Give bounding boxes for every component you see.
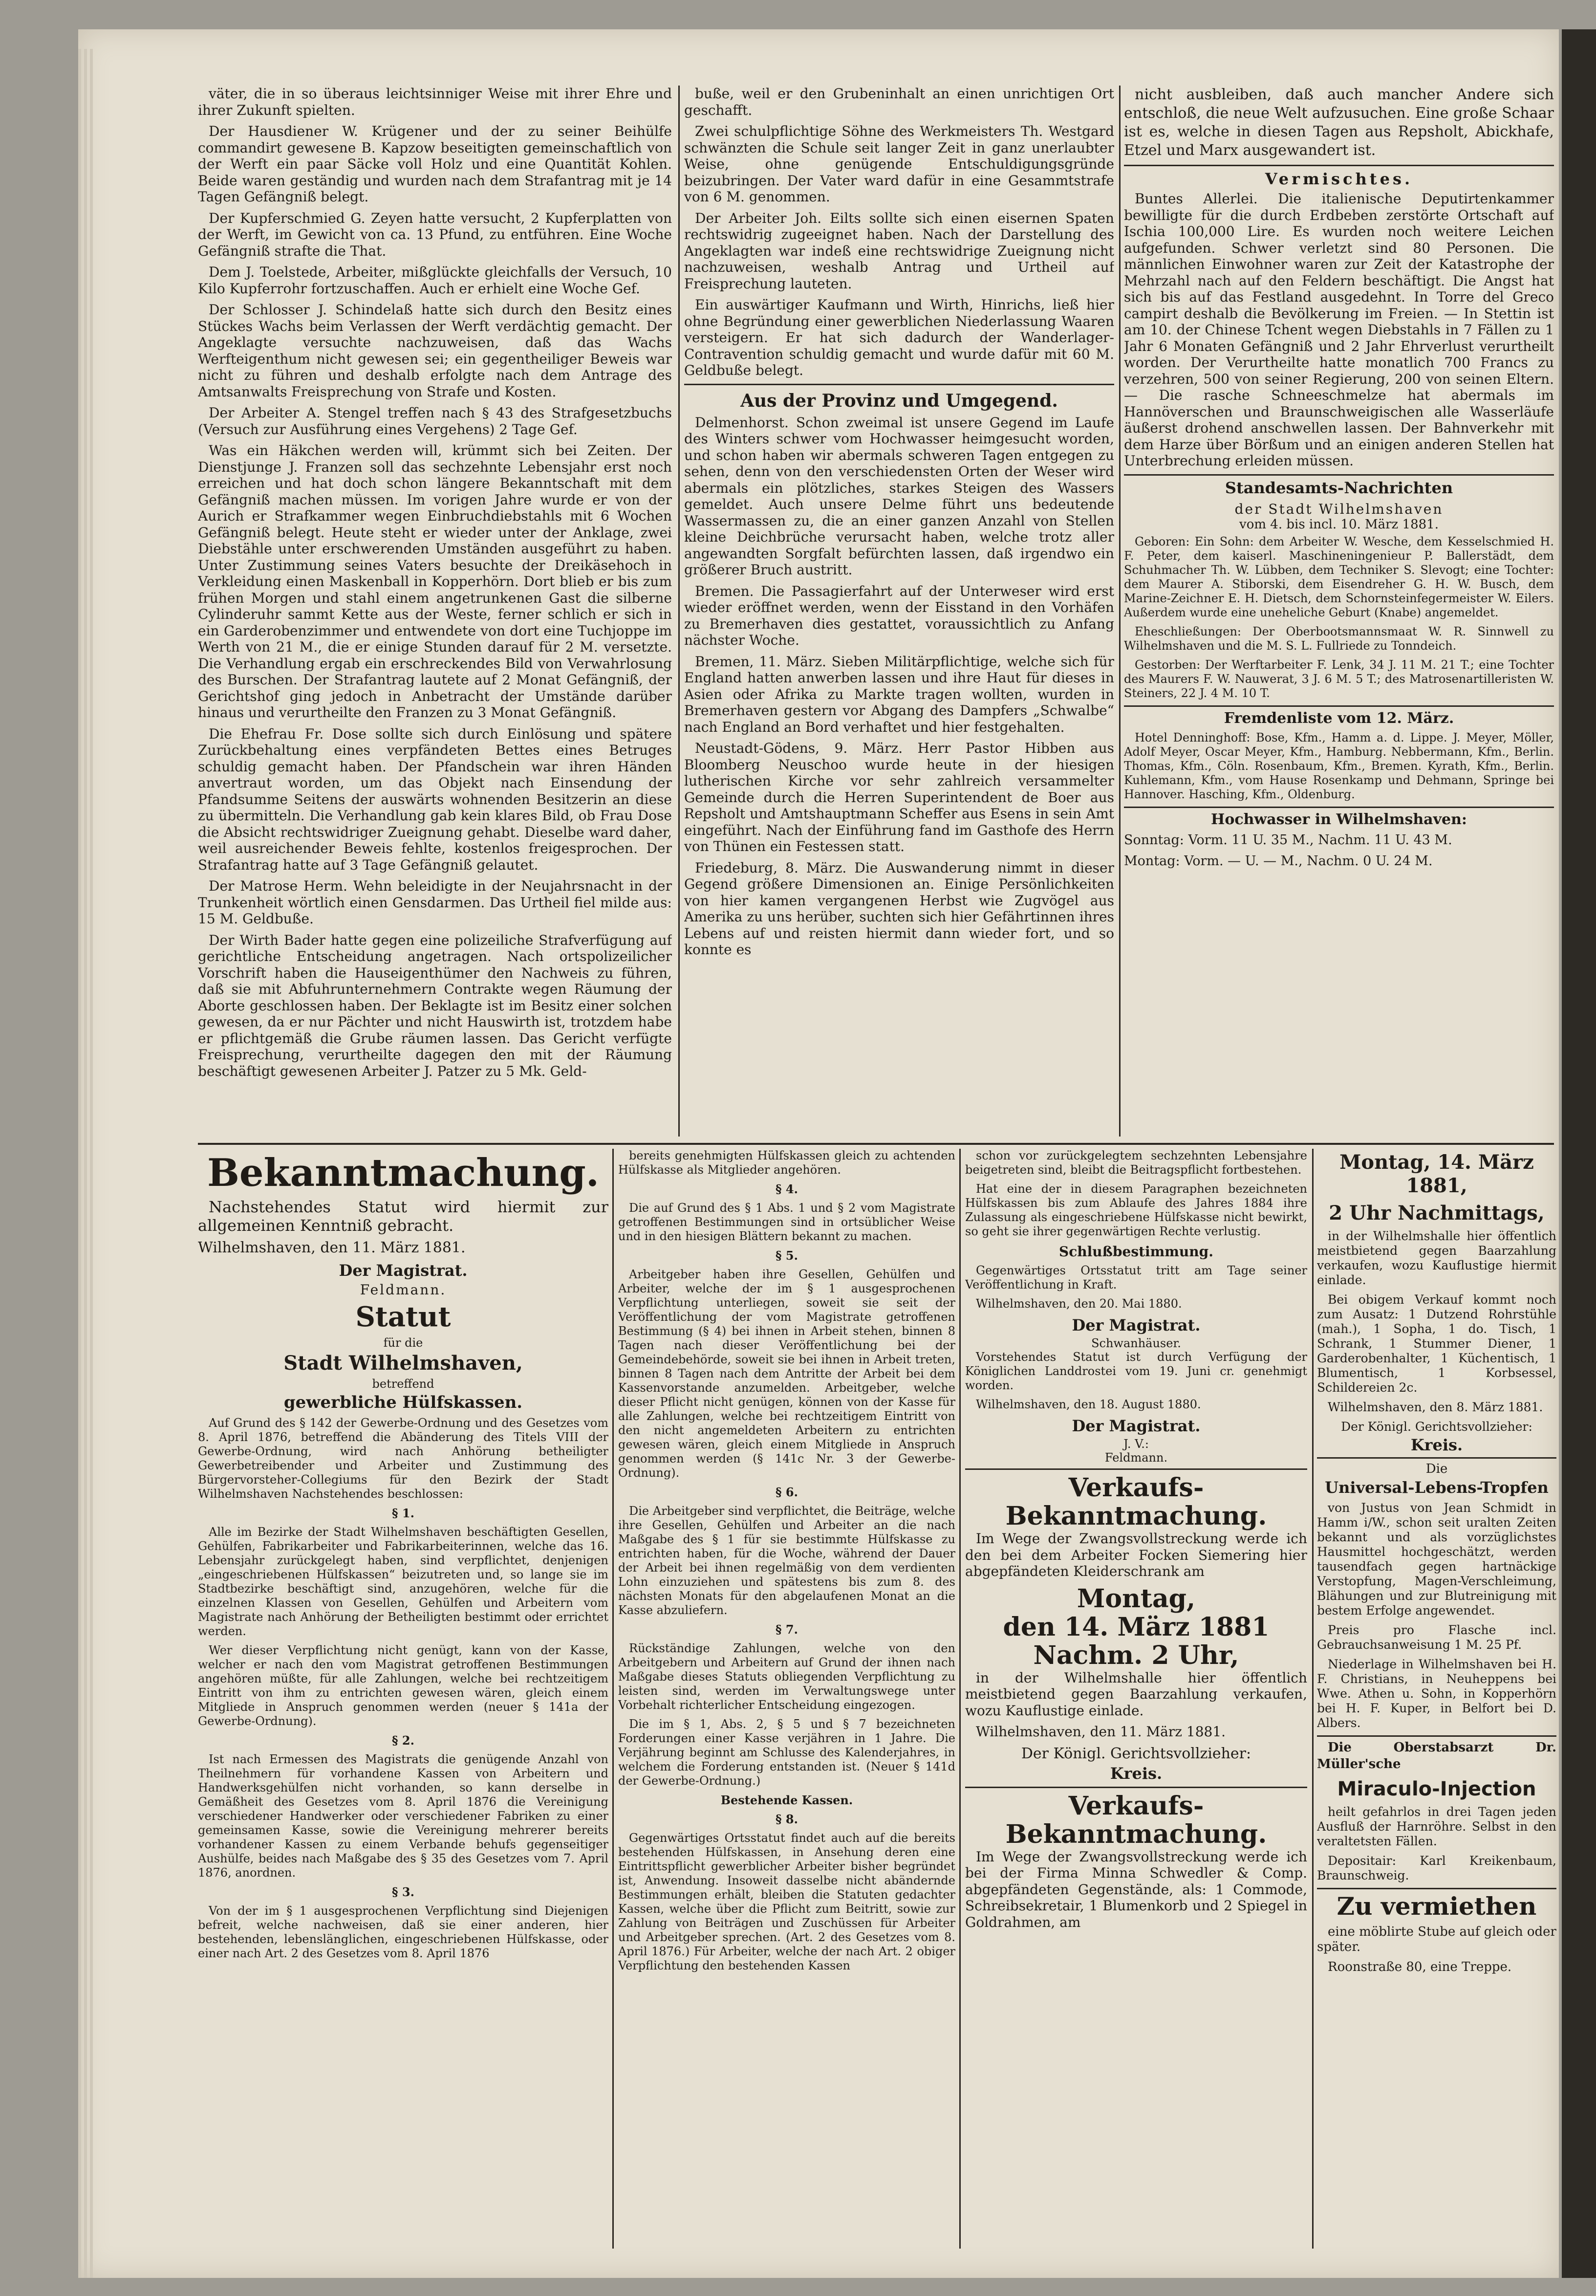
statut-title: Statut xyxy=(355,1300,451,1333)
fremdenliste-text: Hotel Denninghoff: Bose, Kfm., Hamm a. d. Lippe. J. Meyer, Möller, Adolf Meyer, Oscar Meyer, Kfm., Hamburg. Nebbermann, Kfm., Berlin. Thomas, Kfm., Cöln. Rosenbaum, Kfm., Bremen. Kyrath, Kfm., Berlin. Kuhlemann, Kfm., vom Hause Rosenkamp und Dehmann, Springe bei Hannover. Hasching, Kfm., Oldenburg. xyxy=(1124,730,1554,801)
bekanntmachung-date: Wilhelmshaven, den 11. März 1881. xyxy=(198,1239,466,1256)
paragraph-heading: § 4. xyxy=(776,1182,798,1196)
section-rule xyxy=(1124,705,1554,707)
hochwasser-title: Hochwasser in Wilhelmshaven: xyxy=(1210,810,1467,828)
paragraph-heading: § 6. xyxy=(776,1485,798,1499)
statut-subject: gewerbliche Hülfskassen. xyxy=(283,1392,523,1412)
standesamt-title: Standesamts-Nachrichten xyxy=(1225,478,1453,497)
injection-depot: Depositair: Karl Kreikenbaum, Braunschweig. xyxy=(1317,1854,1556,1882)
column-rule xyxy=(1119,86,1121,1137)
standesamt-married: Eheschließungen: Der Oberbootsmannsmaat W. R. Sinnwell zu Wilhelmshaven und die M. S. L. Fullriede zu Tonndeich. xyxy=(1124,624,1554,653)
signature-magistrat-2: Der Magistrat. xyxy=(1072,1417,1201,1435)
verkauf-1-signer: Der Königl. Gerichtsvollzieher: xyxy=(1021,1745,1251,1762)
provinz-paragraph: Bremen. Die Passagierfahrt auf der Unterweser wird erst wieder eröffnet werden, wenn der Eisstand in den Vorhäfen zu Bremerhaven dies gestattet, voraussichtlich zu Anfang nächster Woche. xyxy=(684,583,1114,648)
section-rule xyxy=(965,1787,1307,1788)
section-rule xyxy=(684,384,1114,385)
approval-text: Vorstehendes Statut ist durch Verfügung der Königlichen Landdrostei vom 19. Juni cr. genehmigt worden. xyxy=(965,1350,1307,1392)
standesamt-born: Geboren: Ein Sohn: dem Arbeiter W. Wesche, dem Kesselschmied H. F. Peter, dem kaiserl. Maschineningenieur P. Ballerstädt, dem Schuhmacher Th. W. Lübben, dem Techniker S. Slevogt; eine Tochter: dem Maurer A. Stiborski, dem Eisendreher G. H. W. Busch, dem Marine-Zeichner E. H. Dietsch, dem Schornsteinfegermeister W. Eilers. Außerdem wurde eine uneheliche Geburt (Knabe) angemeldet. xyxy=(1124,534,1554,619)
paragraph-heading: § 3. xyxy=(392,1884,414,1899)
tropfen-title: Universal-Lebens-Tropfen xyxy=(1325,1478,1549,1497)
bottom-column-4 xyxy=(1317,1149,1556,2253)
signature-magistrat-1: Der Magistrat. xyxy=(1072,1316,1201,1334)
section-rule xyxy=(1317,1735,1556,1737)
section-rule xyxy=(1317,1888,1556,1889)
top-column-3 xyxy=(1124,86,1554,1141)
statut-paragraph: Wer dieser Verpflichtung nicht genügt, kann von der Kasse, welcher er nach den vom Magistrat getroffenen Bestimmungen angehören müßte, für alle Zahlungen, welche bei rechtzeitigem Eintritt von ihm zu entrichten gewesen wären, gleich einem Mitgliede in Anspruch genommen werden (neuer § 141a der Gewerbe-Ordnung). xyxy=(198,1643,608,1728)
paragraph-heading: Bestehende Kassen. xyxy=(720,1793,853,1807)
article-paragraph: Zwei schulpflichtige Söhne des Werkmeisters Th. Westgard schwänzten die Schule seit langer Zeit in ganz unerlaubter Weise, ohne genügende Entschuldigungsgründe beizubringen. Der Vater ward dafür in eine Gesammtstrafe von 6 M. genommen. xyxy=(684,123,1114,205)
signature-magistrat: Der Magistrat. xyxy=(339,1261,468,1280)
provinz-paragraph: Neustadt-Gödens, 9. März. Herr Pastor Hibben aus Bloomberg Neuschoo wurde heute in der hiesigen lutherischen Kirche vor sehr zahlreich versammelter Gemeinde durch die Herren Superintendent de Boer aus Repsholt und Amtshauptmann Scheffer aus Esens in sein Amt eingeführt. Nach der Einführung fand im Gasthofe des Herrn von Thünen ein Festessen statt. xyxy=(684,740,1114,854)
paragraph-heading: § 7. xyxy=(776,1622,798,1637)
statut-betreffend: betreffend xyxy=(372,1377,434,1391)
tropfen-niederlage: Niederlage in Wilhelmshaven bei H. F. Christians, in Neuheppens bei Wwe. Athen u. Sohn, in Kopperhörn bei H. F. Kuper, in Belfort bei D. Albers. xyxy=(1317,1657,1556,1730)
provinz-paragraph: Friedeburg, 8. März. Die Auswanderung nimmt in dieser Gegend größere Dimensionen an. Einige Persönlichkeiten von hier kamen vergangenen Herbst wie Zugvögel aus Amerika zu uns herüber, suchten sich hier Gefährtinnen ihres Lebens auf und reisten hiermit dann wieder fort, und so konnte es xyxy=(684,859,1114,958)
section-heading-provinz: Aus der Provinz und Umgegend. xyxy=(740,390,1058,411)
page-edge xyxy=(84,49,87,2278)
provinz-paragraph: Bremen, 11. März. Sieben Militärpflichtige, welche sich für England hatten anwerben lassen und ihre Haut für dieses in Asien oder Afrika zu Markte tragen wollten, wurden in Bremerhaven gestern vor Abgang des Dampfers „Schwalbe“ nach England an Bord verhaftet und hier festgehalten. xyxy=(684,653,1114,735)
statut-paragraph: Rückständige Zahlungen, welche von den Arbeitgebern und Arbeitern auf Grund der ihnen nach Maßgabe dieses Statuts obliegenden Verpflichtung zu leisten sind, werden im Verwaltungswege unter Vorbehalt richterlicher Entscheidung eingezogen. xyxy=(618,1641,955,1712)
section-rule xyxy=(1124,165,1554,166)
schlussbestimmung-text: Gegenwärtiges Ortsstatut tritt am Tage seiner Veröffentlichung in Kraft. xyxy=(965,1264,1307,1291)
paragraph-heading: § 2. xyxy=(392,1733,414,1748)
verkauf-2-text: Im Wege der Zwangsvollstreckung werde ich bei der Firma Minna Schwedler & Comp. abgepfändeten Gegenstände, als: 1 Commode, Schreibsekretair, 1 Blumenkorb und 2 Spiegel in Goldrahmen, am xyxy=(965,1848,1307,1930)
auction-place: Wilhelmshaven, den 8. März 1881. xyxy=(1328,1400,1543,1414)
statut-paragraph: schon vor zurückgelegtem sechzehnten Lebensjahre beigetreten sind, bleibt die Beitragspflicht fortbestehen. xyxy=(965,1149,1307,1177)
statut-paragraph: Von der im § 1 ausgesprochenen Verpflichtung sind Diejenigen befreit, welche nachweisen, daß sie einer anderen, hier bestehenden, lebenslänglichen, eingeschriebenen Hülfskasse, oder einer nach Art. 2 des Gesetzes vom 8. April 1876 xyxy=(198,1903,608,1960)
bekanntmachung-intro: Nachstehendes Statut wird hiermit zur allgemeinen Kenntniß gebracht. xyxy=(198,1198,608,1235)
schlussbestimmung-heading: Schlußbestimmung. xyxy=(1059,1244,1213,1260)
section-rule xyxy=(1124,807,1554,808)
vermiethen-text: eine möblirte Stube auf gleich oder später. xyxy=(1317,1924,1556,1954)
statut-paragraph: Die im § 1, Abs. 2, § 5 und § 7 bezeichneten Forderungen einer Kasse verjähren in 1 Jahre. Die Verjährung beginnt am Schlusse des Kalenderjahres, in welchem die Forderung entstanden ist. (Neuer § 141d der Gewerbe-Ordnung.) xyxy=(618,1717,955,1788)
article-paragraph: Der Hausdiener W. Krügener und der zu seiner Beihülfe commandirt gewesene B. Kapzow beseitigten gemeinschaftlich von der Werft ein paar Säcke voll Holz und eine Quantität Kohlen. Beide waren geständig und wurden nach dem Strafantrag mit je 14 Tagen Gefängniß belegt. xyxy=(198,123,672,205)
horizontal-divider xyxy=(198,1143,1554,1145)
statut-paragraph: Arbeitgeber haben ihre Gesellen, Gehülfen und Arbeiter, welche der im § 1 ausgesprochenen Verpflichtung unterliegen, soweit sie seit der Veröffentlichung der vom Magistrate getroffenen Bestimmung (§ 4) bei ihnen in Arbeit stehen, binnen 8 Tagen nach dieser Veröffentlichung bei der Gemeindebehörde, soweit sie bei ihnen in Arbeit treten, binnen 8 Tagen nach dem Antritte der Arbeit bei dem Kassenvorstande anzumelden. Arbeitgeber, welche dieser Pflicht nicht genügen, können von der Kasse für alle Zahlungen, welche bei rechtzeitigem Eintritt von den nicht angemeldeten Arbeitern zu entrichten gewesen wären, gleich einem Mitgliede in Anspruch genommen werden (§ 141c Nr. 3 der Gewerbe-Ordnung). xyxy=(618,1268,955,1480)
auction-text: in der Wilhelmshalle hier öffentlich meistbietend gegen Baarzahlung verkaufen, wozu Kauflustige hiermit einlade. xyxy=(1317,1229,1556,1287)
article-continuation: nicht ausbleiben, daß auch mancher Andere sich entschloß, die neue Welt aufzusuchen. Eine große Schaar ist es, welche in diesen Tagen aus Repsholt, Abickhafe, Etzel und Marx ausgewandert ist. xyxy=(1124,86,1554,159)
provinz-paragraph: Delmenhorst. Schon zweimal ist unsere Gegend im Laufe des Winters schwer vom Hochwasser heimgesucht worden, und schon haben wir abermals schweren Tagen entgegen zu sehen, denn von den verschiedensten Orten der Weser wird abermals ein plötzliches, starkes Steigen des Wassers gemeldet. Auch unsere Delme führt uns bedeutende Wassermassen zu, die an einer ganzen Anzahl von Stellen kleine Deichbrüche verursacht haben, welche trotz aller angewandten Sorgfalt befürchten lassen, daß irgendwo ein größerer Bruch austritt. xyxy=(684,414,1114,578)
statut-stadt: Stadt Wilhelmshaven, xyxy=(283,1351,523,1375)
statut-paragraph: Die Arbeitgeber sind verpflichtet, die Beiträge, welche ihre Gesellen, Gehülfen und Arbeiter an die nach Maßgabe des § 1 für sie bestimmte Hülfskasse zu entrichten haben, für die Woche, während der Dauer der Arbeit bei ihnen regelmäßig von dem verdienten Lohn einzuziehen und spätestens bis zum 8. des nächsten Monats für den abgelaufenen Monat an die Kasse abzuliefern. xyxy=(618,1504,955,1617)
bottom-column-2 xyxy=(618,1149,955,2253)
statut-paragraph: Alle im Bezirke der Stadt Wilhelmshaven beschäftigten Gesellen, Gehülfen, Fabrikarbeiter und Fabrikarbeiterinnen, welche das 16. Lebensjahr zurückgelegt haben, sind verpflichtet, denjenigen „eingeschriebenen Hülfskassen“ beizutreten und, so lange sie im Stadtbezirke beschäftigt sind, anzugehören, welche für die einzelnen Klassen von Gesellen, Gehülfen und Arbeitern vom Magistrate nach Anhörung der Betheiligten bestimmt oder errichtet werden. xyxy=(198,1525,608,1638)
fremdenliste-title: Fremdenliste vom 12. März. xyxy=(1224,709,1454,727)
column-rule xyxy=(959,1149,961,2249)
article-paragraph: Der Matrose Herm. Wehn beleidigte in der Neujahrsnacht in der Trunkenheit wörtlich einen Gensdarmen. Das Urtheil fiel milde aus: 15 M. Geldbuße. xyxy=(198,878,672,927)
signature-name: Feldmann. xyxy=(360,1281,447,1298)
statut-paragraph: bereits genehmigten Hülfskassen gleich zu achtenden Hülfskasse als Mitglieder angehören. xyxy=(618,1149,955,1177)
newspaper-page xyxy=(78,29,1559,2278)
verkauf-2-title-2: Bekanntmachung. xyxy=(1005,1819,1267,1849)
article-paragraph: Der Arbeiter Joh. Eilts sollte sich einen eisernen Spaten rechtswidrig zugeeignet haben. Nach der Darstellung des Angeklagten war indeß eine rechtswidrige Zueignung nicht nachzuweisen, weshalb Antrag und Urtheil auf Freisprechung lauteten. xyxy=(684,210,1114,292)
article-paragraph: Die Ehefrau Fr. Dose sollte sich durch Einlösung und spätere Zurückbehaltung eines verpfändeten Bettes eines Betruges schuldig gemacht haben. Der Pfandschein war ihren Händen anvertraut worden, um das Objekt nach Einsendung der Pfandsumme Seitens der auswärts wohnenden Besitzerin an diese zu übermitteln. Die Verhandlung gab kein klares Bild, ob Frau Dose die Absicht rechtswidriger Zueignung gehabt. Dieselbe ward daher, weil ausreichender Beweis fehlte, kostenlos freigesprochen. Der Strafantrag hatte auf 3 Tage Gefängniß gelautet. xyxy=(198,725,672,873)
verkauf-1-text: Im Wege der Zwangsvollstreckung werde ich den bei dem Arbeiter Focken Siemering hier abgepfändeten Kleiderschrank am xyxy=(965,1531,1307,1579)
section-rule xyxy=(965,1468,1307,1470)
statut-paragraph: Gegenwärtiges Ortsstatut findet auch auf die bereits bestehenden Hülfskassen, in Ansehung deren eine Eintrittspflicht gewerblicher Arbeiter bisher begründet ist, Anwendung. Insoweit dasselbe nicht abändernde Bestimmungen erhält, bleiben die Statuten gedachter Kassen, welche über die Pflicht zum Beitritt, sowie zur Zahlung von Beiträgen und Zuschüssen für Arbeiter und Arbeitgeber sprechen. (Art. 2 des Gesetzes vom 8. April 1876.) Für Arbeiter, welche der nach Art. 2 obiger Verpflichtung den bestehenden Kassen xyxy=(618,1831,955,1972)
article-paragraph: väter, die in so überaus leichtsinniger Weise mit ihrer Ehre und ihrer Zukunft spielten. xyxy=(198,86,672,118)
statut-fuer: für die xyxy=(383,1335,423,1350)
auction-signer: Der Königl. Gerichtsvollzieher: xyxy=(1341,1420,1532,1434)
statut-paragraph: Die auf Grund des § 1 Abs. 1 und § 2 vom Magistrate getroffenen Bestimmungen sind in ortsüblicher Weise und in den hiesigen Blättern bekannt zu machen. xyxy=(618,1201,955,1243)
date-2: Wilhelmshaven, den 18. August 1880. xyxy=(976,1398,1201,1411)
signature-name-1: Schwanhäuser. xyxy=(1091,1336,1181,1350)
paragraph-heading: § 8. xyxy=(776,1812,798,1826)
verkauf-1-signer-name: Kreis. xyxy=(1110,1764,1163,1783)
statut-paragraph: Auf Grund des § 142 der Gewerbe-Ordnung und des Gesetzes vom 8. April 1876, betreffend die Abänderung des Titels VIII der Gewerbe-Ordnung, wird nach Anhörung betheiligter Gewerbetreibender und Arbeiter und Zustimmung des Bürgervorsteher-Collegiums für den Bezirk der Stadt Wilhelmshaven Nachstehendes beschlossen: xyxy=(198,1416,608,1501)
section-heading-vermischtes: Vermischtes. xyxy=(1265,170,1413,188)
tropfen-text: von Justus von Jean Schmidt in Hamm i/W., schon seit uralten Zeiten bekannt und als vorzüglichstes Hausmittel hochgeschätzt, werden tausendfach gegen hartnäckige Verstopfung, Magen-Verschleimung, Blähungen und zur Blutreinigung mit bestem Erfolge angewendet. xyxy=(1317,1501,1556,1618)
verkauf-1-place: Wilhelmshaven, den 11. März 1881. xyxy=(976,1724,1226,1740)
auction-date: Montag, 14. März 1881, xyxy=(1339,1151,1534,1197)
verkauf-1-day: Montag, xyxy=(1077,1583,1196,1614)
injection-title: Miraculo-Injection xyxy=(1337,1778,1536,1800)
bottom-column-3 xyxy=(965,1149,1307,2253)
verkauf-1-title-1: Verkaufs- xyxy=(1068,1473,1204,1503)
auction-signer-name: Kreis. xyxy=(1410,1436,1463,1454)
page-edge xyxy=(90,49,93,2278)
book-spine xyxy=(1562,29,1596,2278)
signature-jv: J. V.: xyxy=(1123,1437,1149,1451)
paragraph-heading: § 1. xyxy=(392,1506,414,1520)
article-paragraph: Der Arbeiter A. Stengel treffen nach § 43 des Strafgesetzbuchs (Versuch zur Ausführung eines Vergehens) 2 Tage Gef. xyxy=(198,405,672,437)
top-column-1 xyxy=(198,86,672,1141)
verkauf-1-text-2: in der Wilhelmshalle hier öffentlich meistbietend gegen Baarzahlung verkaufen, wozu Kauflustige einlade. xyxy=(965,1669,1307,1719)
standesamt-died: Gestorben: Der Werftarbeiter F. Lenk, 34 J. 11 M. 21 T.; eine Tochter des Maurers F. W. Nauwerat, 3 J. 6 M. 5 T.; des Matrosenartilleristen W. Steiners, 22 J. 4 M. 10 T. xyxy=(1124,657,1554,700)
bottom-column-1 xyxy=(198,1149,608,2253)
auction-time: 2 Uhr Nachmittags, xyxy=(1329,1202,1545,1225)
column-rule xyxy=(612,1149,614,2249)
statut-paragraph: Ist nach Ermessen des Magistrats die genügende Anzahl von Theilnehmern für vorhandene Kassen von Arbeitern und Handwerksgehülfen nicht vorhanden, so kann derselbe in Gemäßheit des Gesetzes vom 8. April 1876 die Vereinigung verschiedener Handwerker oder verschiedener Fabriken zu einer gemeinsamen Kasse, sowie die Vereinigung mehrerer bereits vorhandener Kassen zu einem Verbande behufs gegenseitiger Aushülfe, beides nach Maßgabe des § 35 des Gesetzes vom 7. April 1876, anordnen. xyxy=(198,1752,608,1880)
hochwasser-line-2: Montag: Vorm. — U. — M., Nachm. 0 U. 24 M. xyxy=(1124,853,1433,869)
date-1: Wilhelmshaven, den 20. Mai 1880. xyxy=(976,1297,1182,1311)
article-paragraph: Was ein Häkchen werden will, krümmt sich bei Zeiten. Der Dienstjunge J. Franzen soll das sechzehnte Lebensjahr erst noch erreichen und hat doch schon längere Bekanntschaft mit dem Gefängniß machen müssen. Im vorigen Jahre wurde er von der Aurich er Strafkammer wegen Einbruchdiebstahls mit 6 Wochen Gefängniß belegt. Heute steht er wieder unter der Anklage, zwei Diebstähle unter erschwerenden Umständen ausgeführt zu haben. Unter Zustimmung seines Vaters besuchte der Dreikäsehoch in Verkleidung einen Maskenball in Kopperhörn. Dort blieb er bis zum frühen Morgen und stahl einem angetrunkenen Gast die silberne Cylinderuhr sammt Kette aus der Weste, ferner schlich er sich in ein Garderobenzimmer und entwendete von dort eine Tuchjoppe im Werth von 21 M., die er einige Stunden darauf für 2 M. versetzte. Die Verhandlung ergab ein erschreckendes Bild von Verwahrlosung des Burschen. Der Strafantrag lautete auf 2 Monat Gefängniß, der Gerichtshof ging jedoch in Anbetracht der Umstände darüber hinaus und verurtheilte den Franzen zu 3 Monat Gefängniß. xyxy=(198,442,672,721)
auction-items: Bei obigem Verkauf kommt noch zum Ausatz: 1 Dutzend Rohrstühle (mah.), 1 Sopha, 1 do. Tisch, 1 Schrank, 1 Stummer Diener, 1 Garderobenhalter, 1 Küchentisch, 1 Blumentisch, 1 Korbsessel, Schildereien 2c. xyxy=(1317,1292,1556,1395)
bekanntmachung-title: Bekanntmachung. xyxy=(207,1151,599,1195)
article-paragraph: buße, weil er den Grubeninhalt an einen unrichtigen Ort geschafft. xyxy=(684,86,1114,118)
tropfen-price: Preis pro Flasche incl. Gebrauchsanweisung 1 M. 25 Pf. xyxy=(1317,1623,1556,1652)
article-paragraph: Der Schlosser J. Schindelaß hatte sich durch den Besitz eines Stückes Wachs beim Verlassen der Werft verdächtig gemacht. Der Angeklagte versuchte nachzuweisen, daß das Wachs Werfteigenthum nicht gewesen sei; ein gegentheiliger Beweis war nicht zu führen und deshalb erfolgte nach dem Antrage des Amtsanwalts Freisprechung von Strafe und Kosten. xyxy=(198,302,672,400)
vermiethen-address: Roonstraße 80, eine Treppe. xyxy=(1328,1960,1512,1974)
article-paragraph: Ein auswärtiger Kaufmann und Wirth, Hinrichs, ließ hier ohne Begründung einer gewerblichen Niederlassung Waaren versteigern. Er hat sich dadurch der Wanderlager-Contravention schuldig gemacht und wurde dafür mit 60 M. Geldbuße belegt. xyxy=(684,297,1114,378)
standesamt-sub1: der Stadt Wilhelmshaven xyxy=(1234,501,1444,517)
injection-intro: Die Oberstabsarzt Dr. Müller'sche xyxy=(1317,1740,1556,1771)
article-paragraph: Dem J. Toelstede, Arbeiter, mißglückte gleichfalls der Versuch, 10 Kilo Kupferrohr fortzuschaffen. Auch er erhielt eine Woche Gef. xyxy=(198,264,672,297)
top-column-2 xyxy=(684,86,1114,1141)
statut-paragraph: Hat eine der in diesem Paragraphen bezeichneten Hülfskassen bis zum Ablaufe des Jahres 1884 ihre Zulassung als eingeschriebene Hülfskasse nicht bewirkt, so geht sie ihrer gegenwärtigen Rechte verlustig. xyxy=(965,1182,1307,1238)
article-paragraph: Der Kupferschmied G. Zeyen hatte versucht, 2 Kupferplatten von der Werft, im Gewicht von ca. 13 Pfund, zu entführen. Eine Woche Gefängniß strafte die That. xyxy=(198,210,672,259)
paragraph-heading: § 5. xyxy=(776,1248,798,1263)
section-rule xyxy=(1124,474,1554,476)
section-rule xyxy=(1317,1457,1556,1459)
tropfen-die: Die xyxy=(1425,1462,1448,1476)
verkauf-1-title-2: Bekanntmachung. xyxy=(1005,1501,1267,1531)
vermischtes-paragraph: Buntes Allerlei. Die italienische Deputirtenkammer bewilligte für die durch Erdbeben zerstörte Ortschaft auf Ischia 100,000 Lire. Es wurden noch weitere Leichen aufgefunden. Schwer verletzt sind 80 Personen. Die männlichen Einwohner waren zur Zeit der Katastrophe der Mehrzahl nach auf den Feldern beschäftigt. Die Angst hat sich bis auf das Festland ausgedehnt. In Torre del Greco campirt deshalb die Bevölkerung im Freien. — In Stettin ist am 10. der Chinese Tchent wegen Diebstahls in 7 Fällen zu 1 Jahr 6 Monaten Gefängniß und 2 Jahr Ehrverlust verurtheilt worden. Der Verurtheilte hatte monatlich 700 Francs zu verzehren, 500 von seiner Regierung, 200 von seinen Eltern. — Die rasche Schneeschmelze hat abermals im Hannöverschen und Braunschweigischen alle Wasserläufe äußerst drohend anschwellen lassen. Der Bahnverkehr mit dem Harze über Börßum und an einigen anderen Stellen hat Unterbrechung erleiden müssen. xyxy=(1124,191,1554,469)
column-rule xyxy=(678,86,680,1137)
verkauf-2-title-1: Verkaufs- xyxy=(1068,1791,1204,1821)
verkauf-1-time: Nachm. 2 Uhr, xyxy=(1033,1640,1239,1670)
standesamt-sub2: vom 4. bis incl. 10. März 1881. xyxy=(1239,517,1439,532)
hochwasser-line-1: Sonntag: Vorm. 11 U. 35 M., Nachm. 11 U. 43 M. xyxy=(1124,832,1452,848)
page-edge xyxy=(78,49,81,2278)
injection-text: heilt gefahrlos in drei Tagen jeden Ausfluß der Harnröhre. Selbst in den veraltetsten Fällen. xyxy=(1317,1805,1556,1848)
signature-name-2: Feldmann. xyxy=(1104,1451,1168,1465)
vermiethen-title: Zu vermiethen xyxy=(1337,1892,1537,1921)
verkauf-1-date: den 14. März 1881 xyxy=(1003,1612,1270,1642)
article-paragraph: Der Wirth Bader hatte gegen eine polizeiliche Strafverfügung auf gerichtliche Entscheidung angetragen. Nach ortspolizeilicher Vorschrift haben die Hauseigenthümer den Nachweis zu führen, daß sie mit Abfuhrunternehmern Contrakte wegen Räumung der Aborte geschlossen haben. Der Beklagte ist im Besitz einer solchen gewesen, da er nur Pächter und nicht Hauswirth ist, trotzdem habe er pflichtgemäß die Grube räumen lassen. Das Gericht verfügte Freisprechung, verurtheilte dagegen den mit der Räumung beschäftigt gewesenen Arbeiter J. Patzer zu 5 Mk. Geld- xyxy=(198,932,672,1079)
column-rule xyxy=(1312,1149,1314,2249)
